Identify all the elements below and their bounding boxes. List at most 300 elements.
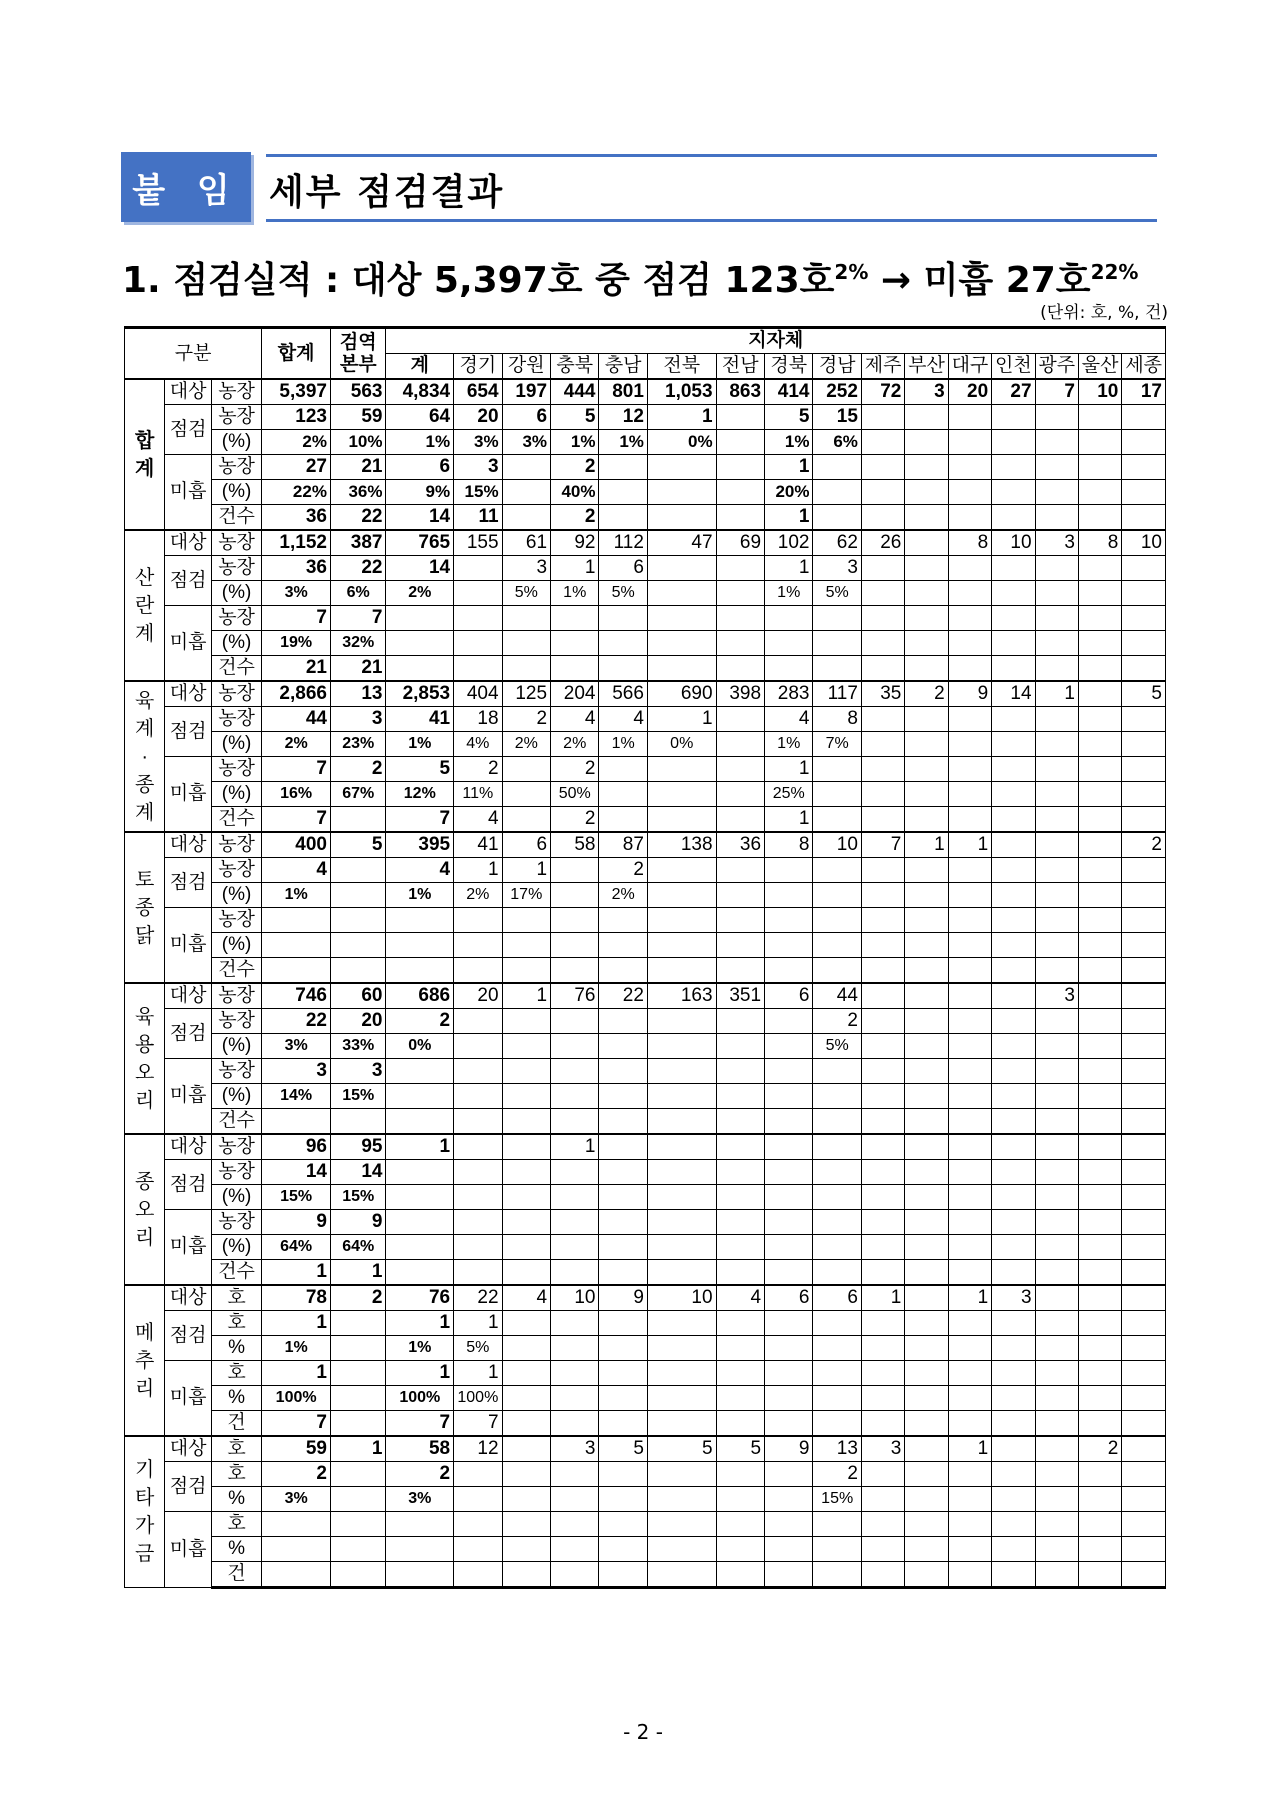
data-cell: 5% bbox=[502, 581, 550, 606]
data-cell: 26 bbox=[861, 530, 904, 556]
data-cell: 5 bbox=[716, 1436, 764, 1462]
data-cell: 2 bbox=[551, 807, 599, 833]
item-label: 농장 bbox=[211, 983, 262, 1009]
data-cell: 155 bbox=[454, 530, 502, 556]
data-cell bbox=[262, 1537, 331, 1562]
data-cell bbox=[905, 1160, 948, 1185]
data-cell bbox=[861, 1235, 904, 1260]
data-cell: 1 bbox=[386, 1311, 454, 1336]
header-region: 전남 bbox=[716, 354, 764, 380]
data-cell bbox=[861, 480, 904, 505]
data-cell bbox=[454, 1109, 502, 1135]
item-label: 농장 bbox=[211, 908, 262, 933]
data-cell bbox=[502, 1386, 550, 1411]
data-cell: 1% bbox=[386, 732, 454, 757]
data-cell: 3 bbox=[1035, 983, 1078, 1009]
data-cell bbox=[813, 1185, 861, 1210]
data-cell bbox=[948, 1109, 991, 1135]
data-cell bbox=[861, 1260, 904, 1286]
data-cell: 6% bbox=[330, 581, 386, 606]
table-row bbox=[125, 1285, 1166, 1311]
table-row bbox=[125, 1411, 1166, 1437]
data-cell bbox=[765, 1487, 813, 1512]
data-cell bbox=[1078, 707, 1121, 732]
item-label: (%) bbox=[211, 1185, 262, 1210]
data-cell bbox=[551, 1361, 599, 1386]
data-cell bbox=[716, 631, 764, 656]
data-cell bbox=[905, 1059, 948, 1084]
data-cell bbox=[551, 1109, 599, 1135]
item-label: 호 bbox=[211, 1512, 262, 1537]
data-cell bbox=[992, 556, 1035, 581]
data-cell bbox=[386, 958, 454, 984]
data-cell bbox=[551, 883, 599, 908]
table-row bbox=[125, 480, 1166, 505]
header-region: 경남 bbox=[813, 354, 861, 380]
header-region: 충남 bbox=[599, 354, 647, 380]
data-cell bbox=[551, 1512, 599, 1537]
data-cell: 14% bbox=[262, 1084, 331, 1109]
data-cell bbox=[992, 1160, 1035, 1185]
data-cell: 7 bbox=[330, 606, 386, 631]
data-cell bbox=[502, 1185, 550, 1210]
table-row bbox=[125, 1210, 1166, 1235]
data-cell bbox=[454, 1462, 502, 1487]
data-cell: 1 bbox=[551, 1134, 599, 1160]
data-cell bbox=[386, 631, 454, 656]
data-cell bbox=[765, 1009, 813, 1034]
data-cell bbox=[905, 958, 948, 984]
data-cell bbox=[813, 1210, 861, 1235]
data-cell bbox=[948, 1462, 991, 1487]
data-cell: 1 bbox=[454, 858, 502, 883]
data-cell bbox=[1122, 1361, 1166, 1386]
data-cell bbox=[861, 1009, 904, 1034]
data-cell bbox=[330, 1109, 386, 1135]
data-cell bbox=[599, 455, 647, 480]
data-cell: 7 bbox=[386, 1411, 454, 1437]
data-cell bbox=[905, 908, 948, 933]
data-cell: 3 bbox=[992, 1285, 1035, 1311]
data-cell bbox=[948, 983, 991, 1009]
data-cell: 62 bbox=[813, 530, 861, 556]
header-region: 부산 bbox=[905, 354, 948, 380]
title-rule-bottom bbox=[266, 219, 1157, 222]
unit-note: (단위: 호, %, 건) bbox=[1040, 303, 1168, 323]
data-cell bbox=[454, 933, 502, 958]
data-cell bbox=[1122, 405, 1166, 430]
data-cell bbox=[765, 908, 813, 933]
item-label: 농장 bbox=[211, 707, 262, 732]
data-cell bbox=[813, 1235, 861, 1260]
data-cell bbox=[502, 1210, 550, 1235]
data-cell: 283 bbox=[765, 681, 813, 707]
data-cell bbox=[454, 1160, 502, 1185]
table-row bbox=[125, 430, 1166, 455]
data-cell bbox=[905, 656, 948, 682]
data-cell: 2 bbox=[551, 757, 599, 782]
data-cell: 2% bbox=[262, 732, 331, 757]
data-cell bbox=[716, 1386, 764, 1411]
data-cell bbox=[992, 1009, 1035, 1034]
data-cell bbox=[905, 1210, 948, 1235]
table-row bbox=[125, 1462, 1166, 1487]
data-cell: 1% bbox=[386, 430, 454, 455]
data-cell bbox=[813, 1361, 861, 1386]
data-cell bbox=[1035, 883, 1078, 908]
data-cell bbox=[948, 455, 991, 480]
data-cell bbox=[1035, 430, 1078, 455]
data-cell: 41 bbox=[386, 707, 454, 732]
data-cell bbox=[765, 858, 813, 883]
data-cell bbox=[861, 1562, 904, 1588]
data-cell bbox=[1035, 631, 1078, 656]
data-cell: 36 bbox=[262, 505, 331, 531]
data-cell: 5 bbox=[386, 757, 454, 782]
data-cell: 7 bbox=[262, 757, 331, 782]
table-row bbox=[125, 958, 1166, 984]
data-cell bbox=[1078, 1411, 1121, 1437]
data-cell bbox=[992, 1361, 1035, 1386]
data-cell bbox=[861, 858, 904, 883]
data-cell bbox=[647, 656, 716, 682]
data-cell: 3 bbox=[502, 556, 550, 581]
header-region: 계 bbox=[386, 354, 454, 380]
data-cell: 10 bbox=[1122, 530, 1166, 556]
data-cell: 1 bbox=[647, 405, 716, 430]
data-cell bbox=[1078, 1185, 1121, 1210]
table-row bbox=[125, 1260, 1166, 1286]
data-cell bbox=[1122, 1386, 1166, 1411]
data-cell bbox=[948, 1361, 991, 1386]
data-cell bbox=[1122, 1185, 1166, 1210]
item-label: 농장 bbox=[211, 556, 262, 581]
data-cell bbox=[647, 1235, 716, 1260]
data-cell bbox=[861, 1109, 904, 1135]
data-cell bbox=[813, 883, 861, 908]
data-cell bbox=[454, 1210, 502, 1235]
data-cell: 13 bbox=[330, 681, 386, 707]
data-cell bbox=[647, 883, 716, 908]
data-cell: 197 bbox=[502, 379, 550, 405]
data-cell: 1% bbox=[599, 732, 647, 757]
data-cell: 9 bbox=[765, 1436, 813, 1462]
data-cell bbox=[861, 1386, 904, 1411]
table-row bbox=[125, 757, 1166, 782]
data-cell bbox=[905, 1034, 948, 1059]
table-row bbox=[125, 455, 1166, 480]
data-cell: 117 bbox=[813, 681, 861, 707]
data-cell: 1 bbox=[386, 1361, 454, 1386]
data-cell bbox=[905, 1260, 948, 1286]
data-cell bbox=[905, 1285, 948, 1311]
data-cell bbox=[647, 1185, 716, 1210]
subgroup-label: 대상 bbox=[165, 681, 211, 707]
data-cell bbox=[948, 1185, 991, 1210]
data-cell bbox=[948, 1160, 991, 1185]
data-cell bbox=[647, 455, 716, 480]
subgroup-label: 미흡 bbox=[165, 757, 211, 833]
data-cell bbox=[330, 1512, 386, 1537]
subgroup-label: 점검 bbox=[165, 858, 211, 908]
data-cell bbox=[647, 505, 716, 531]
data-cell bbox=[1078, 1336, 1121, 1361]
data-cell bbox=[1035, 1436, 1078, 1462]
header-region: 강원 bbox=[502, 354, 550, 380]
data-cell bbox=[502, 1059, 550, 1084]
data-cell bbox=[813, 1084, 861, 1109]
data-cell: 690 bbox=[647, 681, 716, 707]
data-cell: 6 bbox=[502, 832, 550, 858]
header-gubun: 구분 bbox=[125, 328, 262, 380]
data-cell bbox=[599, 1562, 647, 1588]
data-cell bbox=[330, 1361, 386, 1386]
data-cell bbox=[716, 732, 764, 757]
category-label: 토 종 닭 bbox=[125, 832, 165, 983]
data-cell: 252 bbox=[813, 379, 861, 405]
inspection-heading bbox=[122, 252, 1138, 303]
data-cell: 2% bbox=[386, 581, 454, 606]
item-label: (%) bbox=[211, 1034, 262, 1059]
data-cell bbox=[599, 1411, 647, 1437]
data-cell bbox=[502, 1361, 550, 1386]
data-cell bbox=[716, 1462, 764, 1487]
item-label: 농장 bbox=[211, 530, 262, 556]
data-cell bbox=[716, 1160, 764, 1185]
data-cell bbox=[948, 933, 991, 958]
data-cell bbox=[861, 581, 904, 606]
data-cell bbox=[1078, 1487, 1121, 1512]
data-cell: 6 bbox=[765, 983, 813, 1009]
data-cell: 6 bbox=[813, 1285, 861, 1311]
data-cell: 7 bbox=[262, 1411, 331, 1437]
data-cell: 22 bbox=[262, 1009, 331, 1034]
data-cell bbox=[386, 1109, 454, 1135]
data-cell bbox=[454, 908, 502, 933]
data-cell bbox=[647, 933, 716, 958]
data-cell bbox=[502, 1084, 550, 1109]
data-cell bbox=[1035, 933, 1078, 958]
data-cell bbox=[647, 1487, 716, 1512]
data-cell: 5 bbox=[551, 405, 599, 430]
data-cell bbox=[599, 1311, 647, 1336]
data-cell bbox=[948, 958, 991, 984]
data-cell bbox=[1078, 1537, 1121, 1562]
data-cell: 1 bbox=[1035, 681, 1078, 707]
data-cell: 3 bbox=[861, 1436, 904, 1462]
data-cell: 686 bbox=[386, 983, 454, 1009]
table-row bbox=[125, 883, 1166, 908]
data-cell bbox=[905, 606, 948, 631]
data-cell bbox=[992, 1134, 1035, 1160]
attachment-badge: 붙 임 bbox=[121, 152, 251, 222]
data-cell bbox=[599, 1260, 647, 1286]
data-cell bbox=[716, 958, 764, 984]
data-cell bbox=[861, 1084, 904, 1109]
data-cell bbox=[1078, 883, 1121, 908]
data-cell bbox=[716, 1059, 764, 1084]
data-cell: 15% bbox=[813, 1487, 861, 1512]
data-cell: 5% bbox=[813, 1034, 861, 1059]
data-cell bbox=[905, 883, 948, 908]
data-cell bbox=[647, 807, 716, 833]
data-cell: 58 bbox=[551, 832, 599, 858]
heading-superscript-1: 2% bbox=[834, 260, 869, 284]
data-cell: 61 bbox=[502, 530, 550, 556]
subgroup-label: 미흡 bbox=[165, 1512, 211, 1588]
data-cell: 15% bbox=[330, 1084, 386, 1109]
data-cell bbox=[861, 1160, 904, 1185]
data-cell bbox=[905, 1386, 948, 1411]
data-cell bbox=[861, 757, 904, 782]
data-cell bbox=[647, 556, 716, 581]
data-cell bbox=[992, 858, 1035, 883]
data-cell bbox=[992, 757, 1035, 782]
table-row bbox=[125, 530, 1166, 556]
data-cell bbox=[551, 1411, 599, 1437]
data-cell bbox=[1035, 1311, 1078, 1336]
item-label: 농장 bbox=[211, 1009, 262, 1034]
data-cell bbox=[599, 1487, 647, 1512]
data-cell bbox=[948, 908, 991, 933]
data-cell bbox=[551, 656, 599, 682]
subgroup-label: 대상 bbox=[165, 379, 211, 405]
data-cell bbox=[502, 1436, 550, 1462]
data-cell bbox=[454, 1487, 502, 1512]
data-cell bbox=[502, 757, 550, 782]
data-cell bbox=[948, 1009, 991, 1034]
data-cell: 163 bbox=[647, 983, 716, 1009]
data-cell bbox=[1122, 1336, 1166, 1361]
data-cell bbox=[905, 455, 948, 480]
data-cell: 87 bbox=[599, 832, 647, 858]
data-cell bbox=[905, 530, 948, 556]
data-cell bbox=[861, 1034, 904, 1059]
item-label: (%) bbox=[211, 782, 262, 807]
data-cell bbox=[905, 631, 948, 656]
data-cell: 15% bbox=[454, 480, 502, 505]
data-cell bbox=[551, 1537, 599, 1562]
data-cell: 6 bbox=[386, 455, 454, 480]
data-cell bbox=[813, 1411, 861, 1437]
data-cell bbox=[1035, 505, 1078, 531]
data-cell bbox=[1035, 782, 1078, 807]
data-cell bbox=[765, 958, 813, 984]
data-cell bbox=[330, 807, 386, 833]
data-cell bbox=[599, 908, 647, 933]
data-cell: 2% bbox=[454, 883, 502, 908]
data-cell: 1 bbox=[262, 1311, 331, 1336]
data-cell bbox=[948, 1537, 991, 1562]
data-cell: 1 bbox=[330, 1436, 386, 1462]
data-cell bbox=[1122, 883, 1166, 908]
data-cell: 3 bbox=[330, 707, 386, 732]
item-label: (%) bbox=[211, 631, 262, 656]
data-cell: 1 bbox=[948, 832, 991, 858]
item-label: 건 bbox=[211, 1411, 262, 1437]
data-cell bbox=[1078, 958, 1121, 984]
data-cell: 2 bbox=[1078, 1436, 1121, 1462]
data-cell: 2 bbox=[1122, 832, 1166, 858]
data-cell bbox=[262, 933, 331, 958]
item-label: 건수 bbox=[211, 807, 262, 833]
data-cell bbox=[992, 1487, 1035, 1512]
data-cell bbox=[948, 707, 991, 732]
data-cell bbox=[905, 1134, 948, 1160]
data-cell bbox=[1035, 1285, 1078, 1311]
data-cell: 15 bbox=[813, 405, 861, 430]
header-region: 전북 bbox=[647, 354, 716, 380]
data-cell: 4 bbox=[386, 858, 454, 883]
data-cell bbox=[330, 933, 386, 958]
section-header bbox=[121, 152, 1157, 222]
item-label: 농장 bbox=[211, 1160, 262, 1185]
data-cell: 16% bbox=[262, 782, 331, 807]
data-cell bbox=[599, 1009, 647, 1034]
data-cell bbox=[454, 631, 502, 656]
data-cell: 1 bbox=[502, 983, 550, 1009]
data-cell bbox=[502, 1512, 550, 1537]
data-cell bbox=[551, 1034, 599, 1059]
item-label: 농장 bbox=[211, 832, 262, 858]
data-cell bbox=[1078, 1210, 1121, 1235]
data-cell bbox=[992, 1260, 1035, 1286]
data-cell bbox=[1122, 1160, 1166, 1185]
table-row bbox=[125, 1336, 1166, 1361]
table-row bbox=[125, 1512, 1166, 1537]
data-cell bbox=[1078, 1059, 1121, 1084]
data-cell bbox=[948, 631, 991, 656]
data-cell bbox=[948, 1336, 991, 1361]
data-cell bbox=[1078, 1034, 1121, 1059]
data-cell bbox=[551, 1235, 599, 1260]
table-row bbox=[125, 1084, 1166, 1109]
data-cell: 138 bbox=[647, 832, 716, 858]
data-cell bbox=[1122, 908, 1166, 933]
table-row bbox=[125, 505, 1166, 531]
item-label: 건수 bbox=[211, 1109, 262, 1135]
data-cell bbox=[1035, 1084, 1078, 1109]
data-cell bbox=[647, 1512, 716, 1537]
data-cell bbox=[1078, 631, 1121, 656]
data-cell bbox=[861, 732, 904, 757]
data-cell: 23% bbox=[330, 732, 386, 757]
data-cell bbox=[262, 958, 331, 984]
data-cell bbox=[992, 1436, 1035, 1462]
data-cell bbox=[765, 1311, 813, 1336]
subgroup-label: 대상 bbox=[165, 832, 211, 858]
data-cell: 69 bbox=[716, 530, 764, 556]
item-label: 농장 bbox=[211, 1134, 262, 1160]
data-cell bbox=[454, 606, 502, 631]
data-cell bbox=[551, 606, 599, 631]
data-cell: 1 bbox=[454, 1361, 502, 1386]
item-label: (%) bbox=[211, 480, 262, 505]
data-cell bbox=[502, 656, 550, 682]
item-label: 건수 bbox=[211, 1260, 262, 1286]
data-cell bbox=[599, 1134, 647, 1160]
data-cell bbox=[386, 1210, 454, 1235]
data-cell: 4 bbox=[716, 1285, 764, 1311]
data-cell bbox=[1035, 732, 1078, 757]
data-cell: 1 bbox=[262, 1361, 331, 1386]
data-cell bbox=[1078, 832, 1121, 858]
data-cell: 4 bbox=[502, 1285, 550, 1311]
table-row bbox=[125, 807, 1166, 833]
data-cell bbox=[330, 1411, 386, 1437]
data-cell bbox=[813, 1160, 861, 1185]
data-cell bbox=[1122, 1235, 1166, 1260]
